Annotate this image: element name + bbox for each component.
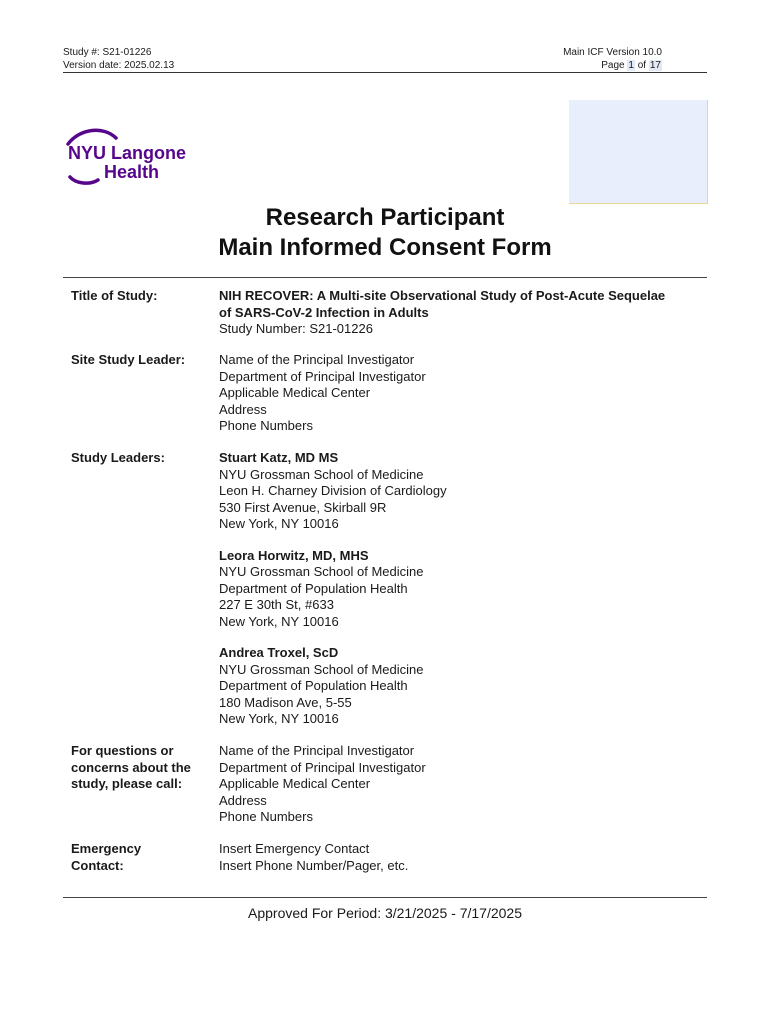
page-current: 1 bbox=[628, 60, 634, 71]
value-title-of-study bbox=[219, 288, 709, 338]
leader-line: Department of Population Health bbox=[219, 580, 408, 596]
leader-line: 227 E 30th St, #633 bbox=[219, 597, 334, 612]
leader-name: Stuart Katz, MD MS bbox=[219, 450, 339, 465]
leader-block bbox=[219, 645, 709, 728]
site-leader-line: Applicable Medical Center bbox=[219, 385, 371, 400]
study-title-line2: of SARS-CoV-2 Infection in Adults bbox=[219, 304, 429, 320]
label-line: Contact: bbox=[71, 857, 124, 873]
label-questions bbox=[71, 743, 211, 793]
document-header-left bbox=[63, 46, 174, 72]
leader-line: New York, NY 10016 bbox=[219, 613, 339, 629]
document-header-right bbox=[563, 46, 662, 72]
title-divider bbox=[63, 277, 707, 278]
title-line1: Research Participant bbox=[265, 204, 505, 231]
value-questions bbox=[219, 743, 709, 826]
nyu-langone-logo bbox=[64, 128, 188, 186]
approval-period: Approved For Period: 3/21/2025 - 7/17/2025 bbox=[248, 905, 522, 921]
emergency-line: Insert Emergency Contact bbox=[219, 841, 370, 856]
value-site-study-leader bbox=[219, 352, 709, 435]
leader-line: 180 Madison Ave, 5-55 bbox=[219, 694, 352, 710]
label-line: For questions or bbox=[71, 743, 174, 758]
label-title-of-study: Title of Study: bbox=[71, 288, 158, 303]
leader-line: New York, NY 10016 bbox=[219, 516, 339, 531]
leader-line: NYU Grossman School of Medicine bbox=[219, 661, 424, 677]
page-title bbox=[0, 203, 770, 263]
logo-arc-top bbox=[68, 130, 116, 144]
footer-divider bbox=[63, 897, 707, 898]
irb-stamp-box bbox=[569, 100, 708, 204]
leader-line: 530 First Avenue, Skirball 9R bbox=[219, 499, 387, 515]
study-number: Study #: S21-01226 bbox=[63, 47, 152, 58]
contact-line: Address bbox=[219, 792, 267, 808]
logo-arc-bottom bbox=[70, 177, 98, 183]
emergency-line: Insert Phone Number/Pager, etc. bbox=[219, 857, 409, 873]
label-site-study-leader: Site Study Leader: bbox=[71, 352, 186, 367]
leader-block bbox=[219, 548, 709, 631]
site-leader-line: Address bbox=[219, 401, 267, 417]
site-leader-line: Name of the Principal Investigator bbox=[219, 352, 415, 367]
label-line: study, please call: bbox=[71, 776, 183, 791]
label-line: Emergency bbox=[71, 841, 142, 856]
version-date: Version date: 2025.02.13 bbox=[63, 60, 175, 71]
study-title-line1: NIH RECOVER: A Multi-site Observational Study of Post-Acute Sequelae bbox=[219, 288, 666, 303]
icf-version: Main ICF Version 10.0 bbox=[563, 47, 662, 58]
leader-line: NYU Grossman School of Medicine bbox=[219, 466, 424, 482]
study-number-line: Study Number: S21-01226 bbox=[219, 321, 373, 336]
site-leader-line: Phone Numbers bbox=[219, 418, 313, 433]
leader-line: Leon H. Charney Division of Cardiology bbox=[219, 483, 447, 498]
contact-line: Applicable Medical Center bbox=[219, 776, 371, 791]
page-prefix: Page bbox=[601, 60, 628, 71]
title-line2: Main Informed Consent Form bbox=[218, 234, 552, 261]
label-line: concerns about the bbox=[71, 759, 191, 775]
page-indicator bbox=[563, 59, 662, 72]
contact-line: Name of the Principal Investigator bbox=[219, 743, 415, 758]
leader-name: Leora Horwitz, MD, MHS bbox=[219, 547, 369, 563]
contact-line: Phone Numbers bbox=[219, 809, 313, 824]
page-total: 17 bbox=[649, 60, 661, 71]
leader-name: Andrea Troxel, ScD bbox=[219, 645, 339, 660]
leader-line: NYU Grossman School of Medicine bbox=[219, 564, 424, 579]
leader-line: New York, NY 10016 bbox=[219, 711, 339, 726]
label-emergency bbox=[71, 841, 211, 874]
value-emergency bbox=[219, 841, 709, 874]
leader-block bbox=[219, 450, 709, 533]
header-divider bbox=[63, 72, 707, 73]
contact-line: Department of Principal Investigator bbox=[219, 759, 426, 775]
label-study-leaders: Study Leaders: bbox=[71, 450, 165, 465]
logo-line1: NYU Langone bbox=[68, 143, 187, 163]
site-leader-line: Department of Principal Investigator bbox=[219, 368, 426, 384]
page-mid: of bbox=[634, 60, 649, 71]
logo-line2: Health bbox=[104, 162, 160, 182]
value-study-leaders bbox=[219, 450, 709, 728]
leader-line: Department of Population Health bbox=[219, 678, 408, 693]
